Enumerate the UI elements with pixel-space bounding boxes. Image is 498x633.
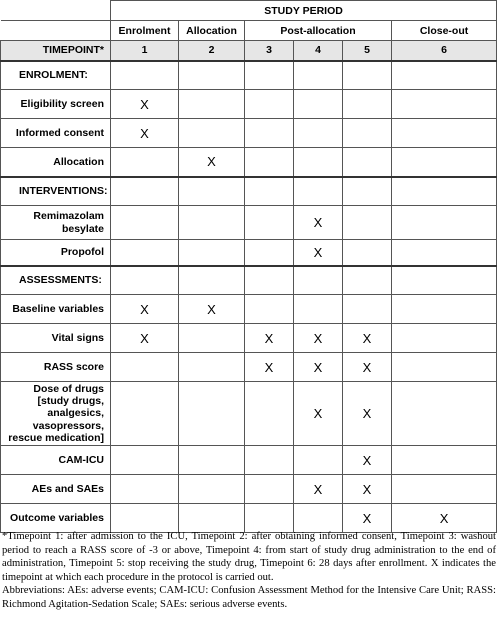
corner-blank [1,1,111,21]
x-mark: X [111,324,179,353]
table-notes [2,530,496,611]
x-mark: X [111,295,179,324]
table-row [1,382,497,446]
x-mark: X [179,148,245,177]
phase-allocation: Allocation [179,21,245,41]
x-mark: X [343,353,392,382]
row-label: CAM-ICU [1,446,111,475]
x-mark: X [294,475,343,504]
row-label: Baseline variables [1,295,111,324]
section-assessments: ASSESSMENTS: [1,266,111,295]
table-row [1,353,497,382]
row-label: Outcome variables [1,504,111,533]
row-label: Dose of drugs [study drugs, analgesics, vasopressors, rescue medication] [1,382,111,446]
table-row [1,90,497,119]
x-mark: X [179,295,245,324]
table-row [1,446,497,475]
study-period-header: STUDY PERIOD [111,1,497,21]
table-row [1,61,497,90]
table-row [1,324,497,353]
table-row [1,295,497,324]
x-mark: X [245,324,294,353]
row-label: Propofol [1,240,111,266]
row-label: AEs and SAEs [1,475,111,504]
table-row [1,240,497,266]
phase-enrolment: Enrolment [111,21,179,41]
x-mark: X [294,240,343,266]
x-mark: X [343,324,392,353]
x-mark: X [343,504,392,533]
row-label: Allocation [1,148,111,177]
x-mark: X [245,353,294,382]
x-mark: X [294,353,343,382]
row-label: RASS score [1,353,111,382]
phase-post-allocation: Post-allocation [245,21,392,41]
timepoint-5: 5 [343,41,392,61]
x-mark: X [294,324,343,353]
table-row [1,206,497,240]
timepoint-label: TIMEPOINT* [1,41,111,61]
timepoint-footnote: *Timepoint 1: after admission to the ICU, Timepoint 2: after obtaining informed consent, Timepoint 3: washout period to reach a RASS score of -3 or above, Timepoint 4: from start of study drug administration to the end of administration, Timepoint 5: stop receiving the study drug, Timepoint 6: 28 days after enrollment. X indicates the timepoint at which each procedure in the protocol is carried out. [2,531,496,583]
timepoint-6: 6 [392,41,497,61]
x-mark: X [343,382,392,446]
row-label: Eligibility screen [1,90,111,119]
row-label: Vital signs [1,324,111,353]
abbreviations-note: Abbreviations: AEs: adverse events; CAM-ICU: Confusion Assessment Method for the Intensive Care Unit; RASS: Richmond Agitation-Sedation Scale; SAEs: serious adverse events. [2,585,496,610]
table-row [1,119,497,148]
row-label: Informed consent [1,119,111,148]
x-mark: X [294,382,343,446]
x-mark: X [111,119,179,148]
row-label: Remimazolam besylate [1,206,111,240]
phase-close-out: Close-out [392,21,497,41]
section-enrolment: ENROLMENT: [1,61,111,90]
section-interventions: INTERVENTIONS: [1,177,111,206]
table-row [1,475,497,504]
timepoint-3: 3 [245,41,294,61]
table-row [1,177,497,206]
x-mark: X [343,446,392,475]
table-row [1,148,497,177]
x-mark: X [294,206,343,240]
x-mark: X [343,475,392,504]
timepoint-4: 4 [294,41,343,61]
x-mark: X [111,90,179,119]
table-row [1,504,497,533]
table-row [1,266,497,295]
timepoint-2: 2 [179,41,245,61]
corner-blank [1,21,111,41]
x-mark: X [392,504,497,533]
timepoint-1: 1 [111,41,179,61]
